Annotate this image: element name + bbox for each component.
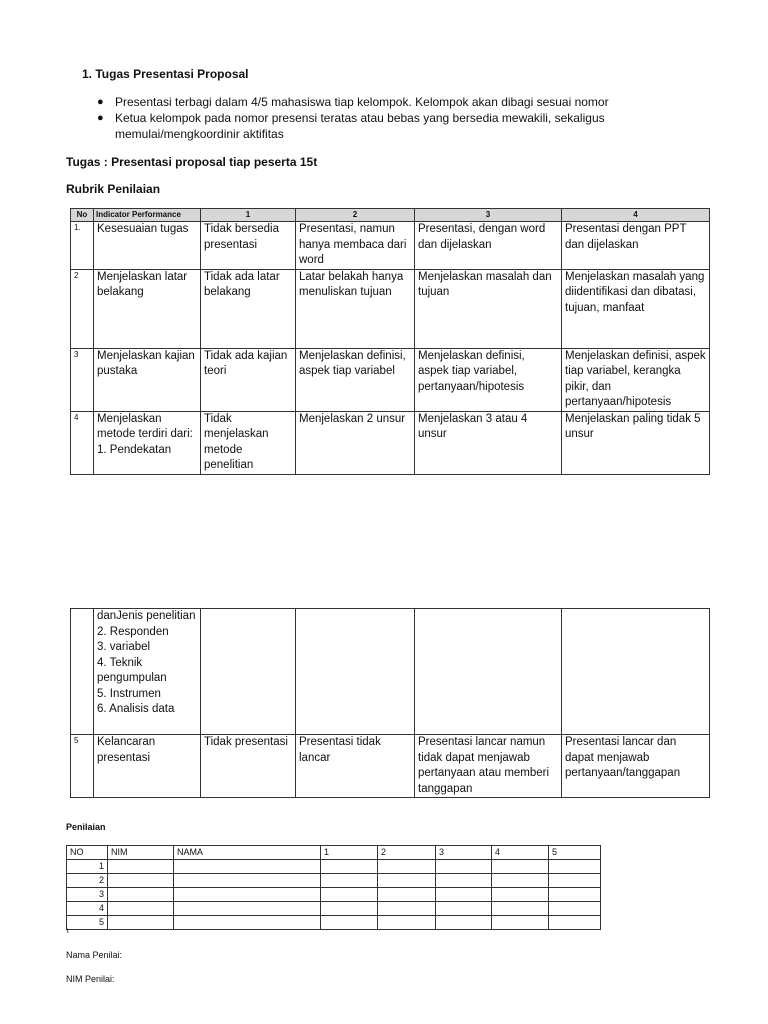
rubric-score-1 [201, 609, 296, 735]
rubric-score-4: Presentasi lancar dan dapat menjawab pertanyaan/tanggapan [562, 735, 710, 798]
score-cell [549, 888, 601, 902]
score-cell [108, 888, 174, 902]
rubric-header-score-4: 4 [562, 209, 710, 222]
score-row [67, 902, 601, 916]
score-header-nama: NAMA [174, 846, 321, 860]
score-cell [321, 916, 378, 930]
score-cell [174, 860, 321, 874]
rubric-header-row [71, 209, 710, 222]
score-header-5: 5 [549, 846, 601, 860]
score-cell [378, 916, 436, 930]
rubric-score-2: Presentasi, namun hanya membaca dari word [296, 222, 415, 270]
rubric-no: 1. [71, 222, 94, 270]
score-cell [436, 888, 492, 902]
score-cell [378, 888, 436, 902]
score-cell [378, 874, 436, 888]
score-header-nim: NIM [108, 846, 174, 860]
score-cell [378, 902, 436, 916]
rubric-title: Rubrik Penilaian [66, 182, 161, 196]
rubric-score-4: Presentasi dengan PPT dan dijelaskan [562, 222, 710, 270]
score-cell [436, 916, 492, 930]
rubric-score-4: Menjelaskan paling tidak 5 unsur [562, 411, 710, 474]
score-cell [492, 916, 549, 930]
bullet-item [97, 110, 657, 142]
rubric-header-score-1: 1 [201, 209, 296, 222]
nim-penilai-label: NIM Penilai: [66, 974, 115, 984]
score-cell [436, 902, 492, 916]
score-cell [321, 860, 378, 874]
score-cell [108, 874, 174, 888]
rubric-no: 4 [71, 411, 94, 474]
score-row-number: 5 [67, 916, 108, 930]
score-cell [492, 888, 549, 902]
rubric-score-3: Menjelaskan definisi, aspek tiap variabel, pertanyaan/hipotesis [415, 348, 562, 411]
penilaian-title: Penilaian [66, 822, 106, 832]
score-cell [174, 916, 321, 930]
score-header-no: NO [67, 846, 108, 860]
bullet-item [97, 94, 657, 110]
score-row-number: 1 [67, 860, 108, 874]
rubric-indicator: Menjelaskan kajian pustaka [94, 348, 201, 411]
score-row [67, 916, 601, 930]
rubric-row [71, 348, 710, 411]
score-cell [436, 874, 492, 888]
bullet-list [97, 94, 657, 142]
score-row-number: 2 [67, 874, 108, 888]
score-cell [174, 888, 321, 902]
rubric-score-1: Tidak ada kajian teori [201, 348, 296, 411]
score-header-3: 3 [436, 846, 492, 860]
rubric-table-part2 [70, 608, 710, 798]
rubric-row [71, 269, 710, 348]
rubric-no: 5 [71, 735, 94, 798]
rubric-header-score-2: 2 [296, 209, 415, 222]
section-heading: 1. Tugas Presentasi Proposal [82, 67, 249, 81]
score-header-2: 2 [378, 846, 436, 860]
score-row [67, 860, 601, 874]
rubric-table-part1 [70, 208, 710, 475]
score-cell [436, 860, 492, 874]
rubric-no: 3 [71, 348, 94, 411]
score-table [66, 845, 601, 930]
score-header-1: 1 [321, 846, 378, 860]
rubric-indicator: danJenis penelitian 2. Responden 3. variabel 4. Teknik pengumpulan 5. Instrumen 6. Analisis data [94, 609, 201, 735]
rubric-score-4: Menjelaskan masalah yang diidentifikasi dan dibatasi, tujuan, manfaat [562, 269, 710, 348]
score-row [67, 888, 601, 902]
score-cell [549, 902, 601, 916]
rubric-score-3: Presentasi, dengan word dan dijelaskan [415, 222, 562, 270]
score-cell [108, 860, 174, 874]
rubric-score-1: Tidak presentasi [201, 735, 296, 798]
score-row [67, 874, 601, 888]
score-cell [492, 902, 549, 916]
rubric-header-indicator: Indicator Performance [94, 209, 201, 222]
score-cell [174, 874, 321, 888]
score-cell [549, 916, 601, 930]
score-header-row [67, 846, 601, 860]
score-cell [321, 902, 378, 916]
rubric-score-2: Latar belakah hanya menuliskan tujuan [296, 269, 415, 348]
rubric-score-3: Presentasi lancar namun tidak dapat menjawab pertanyaan atau memberi tanggapan [415, 735, 562, 798]
bullet-text: Presentasi terbagi dalam 4/5 mahasiswa tiap kelompok. Kelompok akan dibagi sesuai nomor [115, 95, 609, 109]
bullet-icon: ● [97, 112, 104, 124]
rubric-row [71, 609, 710, 735]
score-cell [378, 860, 436, 874]
rubric-indicator: Kelancaran presentasi [94, 735, 201, 798]
nama-penilai-label: Nama Penilai: [66, 950, 123, 960]
rubric-no [71, 609, 94, 735]
rubric-score-1: Tidak bersedia presentasi [201, 222, 296, 270]
rubric-row [71, 735, 710, 798]
score-cell [174, 902, 321, 916]
task-title: Tugas : Presentasi proposal tiap peserta 15t [66, 155, 318, 169]
rubric-score-2: Menjelaskan definisi, aspek tiap variabel [296, 348, 415, 411]
rubric-score-4: Menjelaskan definisi, aspek tiap variabel, kerangka pikir, dan pertanyaan/hipotesis [562, 348, 710, 411]
score-cell [321, 888, 378, 902]
score-cell [108, 902, 174, 916]
rubric-score-3 [415, 609, 562, 735]
rubric-score-1: Tidak menjelaskan metode penelitian [201, 411, 296, 474]
rubric-indicator: Menjelaskan metode terdiri dari: 1. Pendekatan [94, 411, 201, 474]
rubric-score-2 [296, 609, 415, 735]
score-cell [492, 860, 549, 874]
bullet-icon: ● [97, 96, 104, 108]
rubric-indicator: Menjelaskan latar belakang [94, 269, 201, 348]
rubric-row [71, 222, 710, 270]
rubric-header-no: No [71, 209, 94, 222]
score-cell [549, 874, 601, 888]
rubric-row [71, 411, 710, 474]
rubric-score-3: Menjelaskan 3 atau 4 unsur [415, 411, 562, 474]
rubric-score-1: Tidak ada latar belakang [201, 269, 296, 348]
score-header-4: 4 [492, 846, 549, 860]
rubric-indicator: Kesesuaian tugas [94, 222, 201, 270]
rubric-score-3: Menjelaskan masalah dan tujuan [415, 269, 562, 348]
rubric-score-2: Menjelaskan 2 unsur [296, 411, 415, 474]
rubric-score-2: Presentasi tidak lancar [296, 735, 415, 798]
rubric-header-score-3: 3 [415, 209, 562, 222]
score-cell [492, 874, 549, 888]
score-row-number: 4 [67, 902, 108, 916]
score-row-number: 3 [67, 888, 108, 902]
score-cell [549, 860, 601, 874]
bullet-text: Ketua kelompok pada nomor presensi teratas atau bebas yang bersedia mewakili, sekaligus memulai/mengkoordinir aktifitas [115, 111, 605, 141]
rubric-no: 2 [71, 269, 94, 348]
rubric-score-4 [562, 609, 710, 735]
score-cell [321, 874, 378, 888]
score-cell [108, 916, 174, 930]
stray-backslash: \ [66, 925, 69, 935]
